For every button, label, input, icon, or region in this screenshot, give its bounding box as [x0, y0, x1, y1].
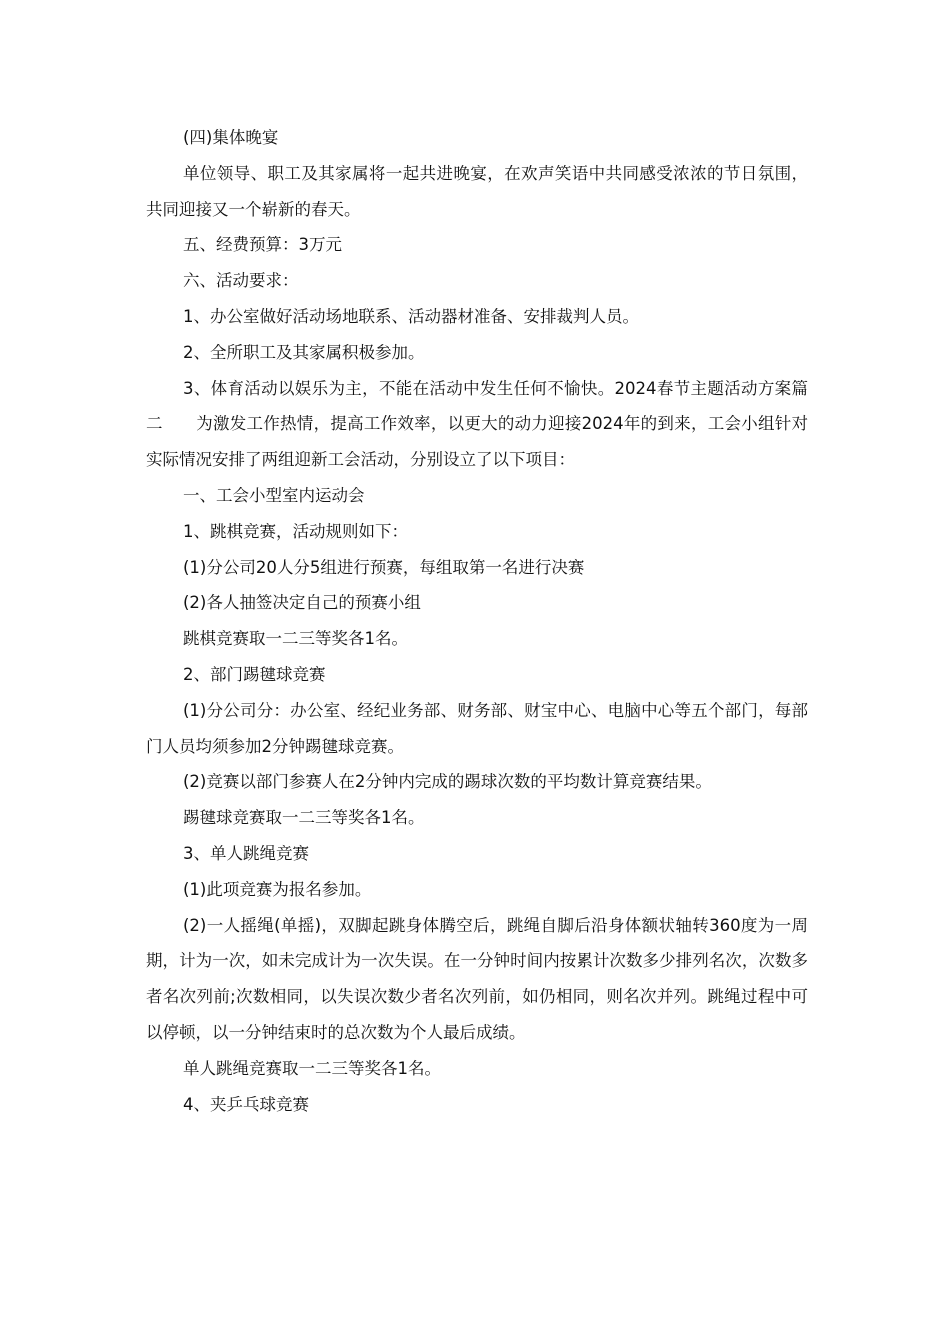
- section-heading-banquet: (四)集体晚宴: [183, 128, 279, 147]
- paragraph-banquet: 单位领导、职工及其家属将一起共进晚宴，在欢声笑语中共同感受浓浓的节日氛围，共同迎接又一个崭新的春天。: [146, 163, 808, 219]
- list-item-requirement-1: 1、办公室做好活动场地联系、活动器材准备、安排裁判人员。: [183, 306, 639, 326]
- section-heading-budget: 五、经费预算：3万元: [183, 235, 342, 255]
- rule-jump-rope-1: (1)此项竞赛为报名参加。: [183, 879, 372, 899]
- award-checkers: 跳棋竞赛取一二三等奖各1名。: [183, 629, 408, 649]
- subheading-checkers: 1、跳棋竞赛，活动规则如下：: [183, 521, 408, 541]
- list-item-requirement-2: 2、全所职工及其家属积极参加。: [183, 342, 425, 362]
- rule-jump-rope-2: (2)一人摇绳(单摇)，双脚起跳身体腾空后，跳绳自脚后沿身体额状轴转360度为一周期，计为一次，如未完成计为一次失误。在一分钟时间内按累计次数多少排列名次，次数多者名次列前;次数相同，以失误次数少者名次列前，如仍相同，则名次并列。跳绳过程中可以停顿，以一分钟结束时的总次数为个人最后成绩。: [146, 915, 808, 1042]
- list-item-requirement-3: 3、体育活动以娱乐为主，不能在活动中发生任何不愉快。2024春节主题活动方案篇二 为激发工作热情，提高工作效率，以更大的动力迎接2024年的到来，工会小组针对实际情况安排了两组迎新工会活动，分别设立了以下项目：: [146, 378, 808, 470]
- section-heading-indoor-sports: 一、工会小型室内运动会: [183, 485, 365, 505]
- rule-checkers-2: (2)各人抽签决定自己的预赛小组: [183, 593, 421, 613]
- rule-shuttlecock-2: (2)竞赛以部门参赛人在2分钟内完成的踢球次数的平均数计算竞赛结果。: [183, 772, 712, 792]
- award-shuttlecock: 踢毽球竞赛取一二三等奖各1名。: [183, 808, 425, 828]
- document-body: [146, 120, 808, 1122]
- award-jump-rope: 单人跳绳竞赛取一二三等奖各1名。: [183, 1058, 441, 1078]
- subheading-shuttlecock: 2、部门踢毽球竞赛: [183, 664, 326, 684]
- rule-shuttlecock-1: (1)分公司分：办公室、经纪业务部、财务部、财宝中心、电脑中心等五个部门，每部门人员均须参加2分钟踢毽球竞赛。: [146, 700, 808, 756]
- subheading-jump-rope: 3、单人跳绳竞赛: [183, 843, 309, 863]
- section-heading-requirements: 六、活动要求：: [183, 271, 299, 291]
- subheading-ping-pong: 4、夹乒乓球竞赛: [183, 1094, 309, 1114]
- rule-checkers-1: (1)分公司20人分5组进行预赛，每组取第一名进行决赛: [183, 557, 585, 577]
